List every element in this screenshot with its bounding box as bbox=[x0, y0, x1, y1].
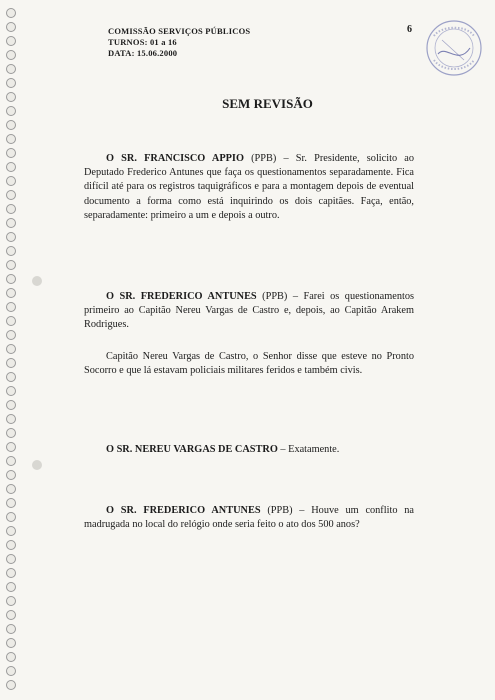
binder-hole bbox=[6, 428, 16, 438]
binder-hole bbox=[6, 484, 16, 494]
header-date: DATA: 15.06.2000 bbox=[108, 48, 178, 58]
speech-text: (PPB) – Farei os questionamentos primeiro ao Capitão Nereu Vargas de Castro e, depois, ao Capitão Arakem Rodrigues. bbox=[84, 291, 414, 331]
header-committee: COMISSÃO SERVIÇOS PÚBLICOS bbox=[108, 26, 251, 36]
binder-hole bbox=[6, 64, 16, 74]
binder-hole bbox=[6, 638, 16, 648]
speech-paragraph-4 bbox=[84, 443, 414, 457]
binder-hole bbox=[6, 218, 16, 228]
binder-hole bbox=[6, 680, 16, 690]
binder-hole bbox=[6, 260, 16, 270]
binder-hole bbox=[6, 512, 16, 522]
binder-hole bbox=[6, 624, 16, 634]
binder-hole bbox=[6, 50, 16, 60]
speech-paragraph-1 bbox=[84, 152, 414, 223]
binder-hole bbox=[6, 22, 16, 32]
binder-hole bbox=[6, 666, 16, 676]
binder-hole bbox=[6, 386, 16, 396]
scan-mark bbox=[32, 460, 42, 470]
binder-hole bbox=[6, 288, 16, 298]
binder-hole bbox=[6, 596, 16, 606]
binder-hole bbox=[6, 162, 16, 172]
speech-text: – Exatamente. bbox=[277, 444, 340, 455]
binder-hole bbox=[6, 540, 16, 550]
binder-hole bbox=[6, 176, 16, 186]
binder-hole bbox=[6, 526, 16, 536]
speech-paragraph-5 bbox=[84, 504, 414, 532]
binder-hole bbox=[6, 302, 16, 312]
binder-hole bbox=[6, 470, 16, 480]
page-number: 6 bbox=[407, 24, 412, 35]
binder-hole bbox=[6, 498, 16, 508]
binder-hole bbox=[6, 204, 16, 214]
speech-text: (PPB) – Sr. Presidente, solicito ao Deputado Frederico Antunes que faça os questionamentos separadamente. Fica difícil até para os registros taquigráficos e para a montagem depois de eventual documento a forma como está inquirindo os dois capitães. Faça, então, separadamente: primeiro a um e depois a outro. bbox=[84, 153, 414, 221]
scan-mark bbox=[32, 276, 42, 286]
binder-hole bbox=[6, 274, 16, 284]
header-shifts: TURNOS: 01 a 16 bbox=[108, 37, 177, 47]
binder-hole bbox=[6, 554, 16, 564]
speech-text: Capitão Nereu Vargas de Castro, o Senhor disse que esteve no Pronto Socorro e que lá estavam policiais militares feridos e também civis. bbox=[84, 351, 414, 377]
binder-hole bbox=[6, 8, 16, 18]
binder-hole bbox=[6, 120, 16, 130]
binder-hole bbox=[6, 414, 16, 424]
speech-paragraph-2 bbox=[84, 290, 414, 333]
document-title: SEM REVISÃO bbox=[222, 96, 313, 111]
binder-hole bbox=[6, 316, 16, 326]
binder-hole bbox=[6, 568, 16, 578]
binder-hole bbox=[6, 232, 16, 242]
binder-hole bbox=[6, 400, 16, 410]
binder-hole bbox=[6, 330, 16, 340]
binder-hole bbox=[6, 148, 16, 158]
document-header bbox=[108, 26, 250, 59]
speaker-name: O SR. FREDERICO ANTUNES bbox=[106, 291, 257, 302]
binder-hole bbox=[6, 456, 16, 466]
binder-hole bbox=[6, 134, 16, 144]
speaker-name: O SR. FRANCISCO APPIO bbox=[106, 153, 244, 164]
binder-hole bbox=[6, 652, 16, 662]
speaker-name: O SR. NEREU VARGAS DE CASTRO bbox=[106, 444, 278, 455]
binder-hole bbox=[6, 344, 16, 354]
binder-hole bbox=[6, 358, 16, 368]
binder-hole bbox=[6, 36, 16, 46]
binder-hole bbox=[6, 610, 16, 620]
binder-hole bbox=[6, 190, 16, 200]
speech-paragraph-3 bbox=[84, 350, 414, 378]
binder-hole bbox=[6, 372, 16, 382]
binder-hole bbox=[6, 246, 16, 256]
speaker-name: O SR. FREDERICO ANTUNES bbox=[106, 505, 261, 516]
binder-hole bbox=[6, 442, 16, 452]
official-stamp-seal bbox=[420, 14, 488, 82]
binder-hole bbox=[6, 78, 16, 88]
binder-hole bbox=[6, 582, 16, 592]
speech-text: (PPB) – Houve um conflito na madrugada no local do relógio onde seria feito o ato dos 500 anos? bbox=[84, 505, 414, 531]
